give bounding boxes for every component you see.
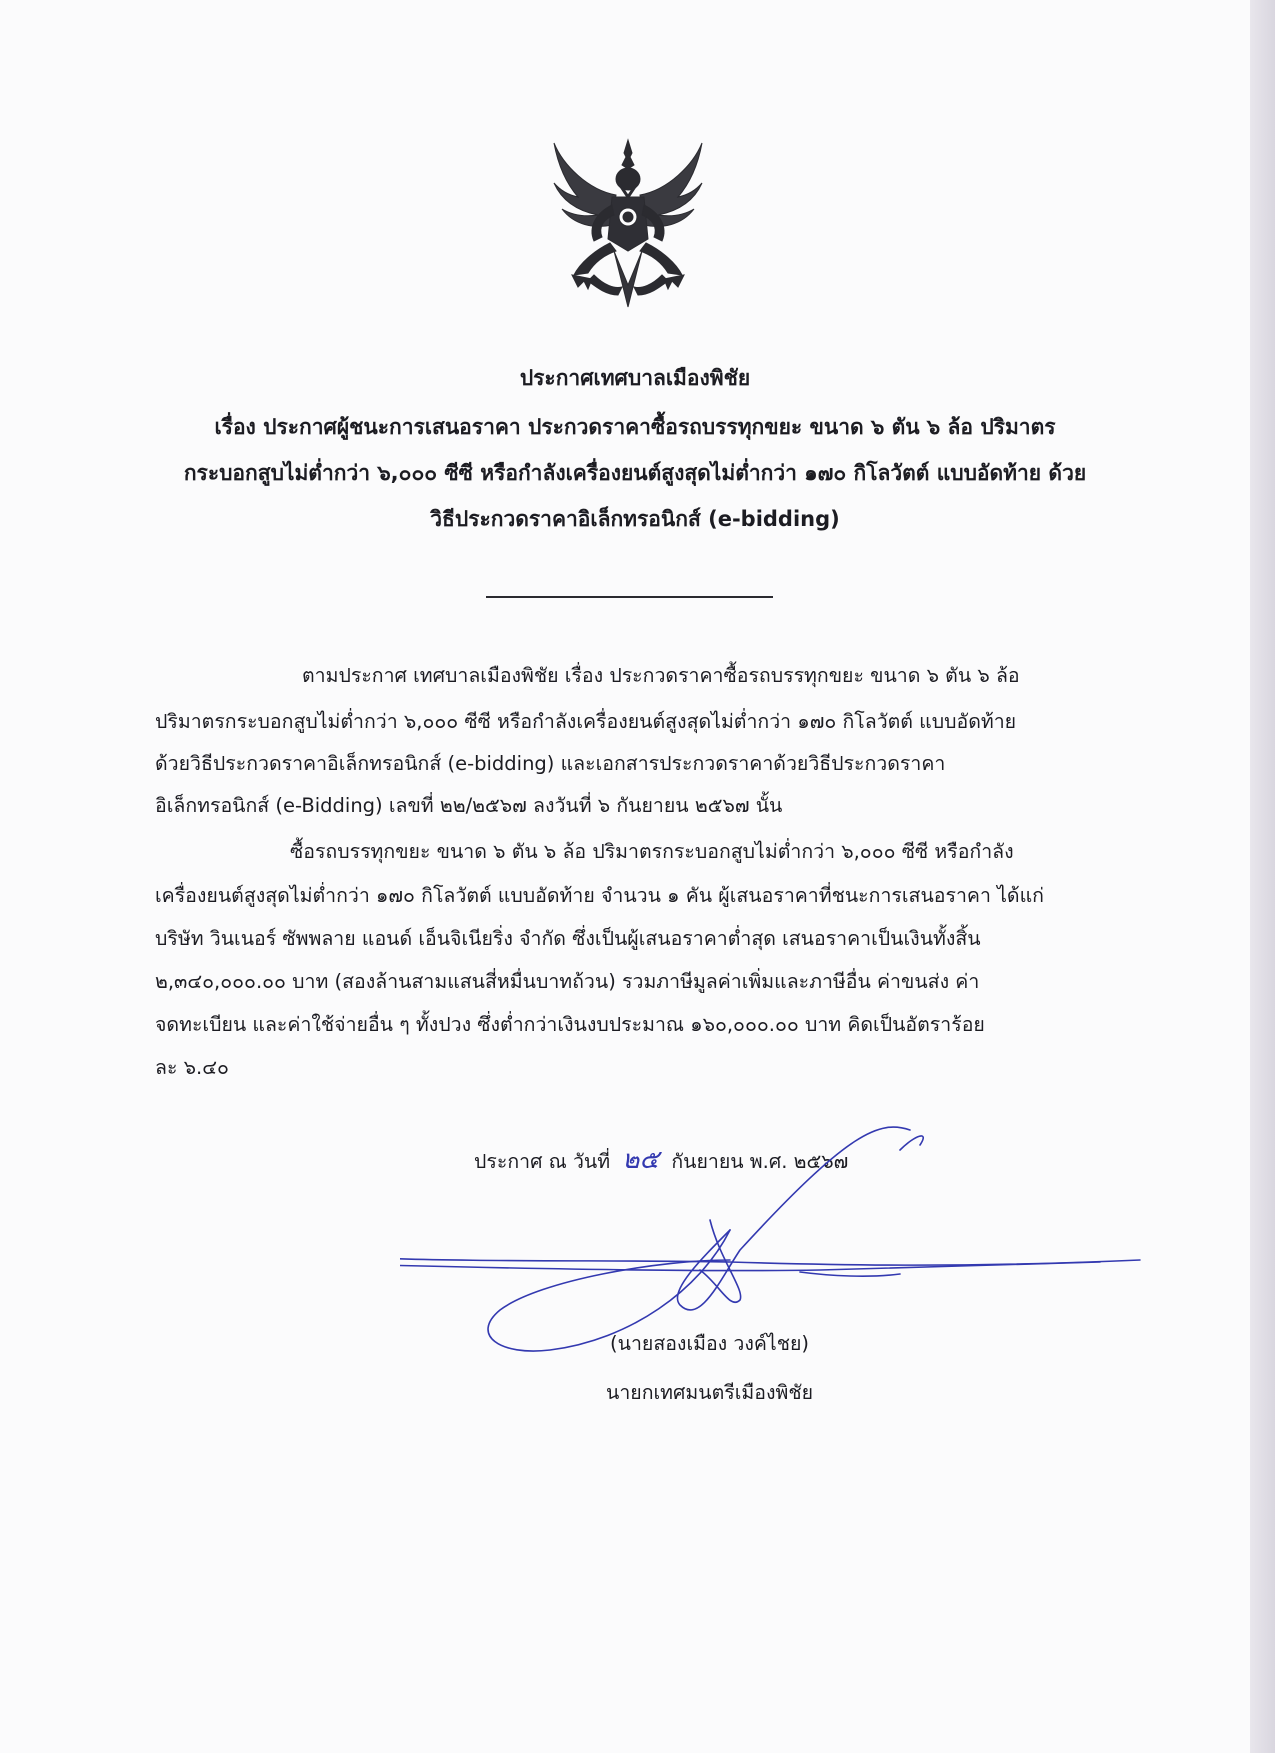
subject-line-1: เรื่อง ประกาศผู้ชนะการเสนอราคา ประกวดราคาซื้อรถบรรทุกขยะ ขนาด ๖ ตัน ๖ ล้อ ปริมาตร	[214, 415, 1056, 439]
subject-line-3: วิธีประกวดราคาอิเล็กทรอนิกส์ (e-bidding)	[430, 507, 840, 531]
body-line: ละ ๖.๔๐	[155, 1056, 229, 1079]
announce-suffix: กันยายน พ.ศ. ๒๕๖๗	[671, 1150, 849, 1173]
body-line: บริษัท วินเนอร์ ซัพพลาย แอนด์ เอ็นจิเนียริ่ง จำกัด ซึ่งเป็นผู้เสนอราคาต่ำสุด เสนอราคาเป็นเงินทั้งสิ้น	[155, 927, 981, 950]
body-line: ๒,๓๔๐,๐๐๐.๐๐ บาท (สองล้านสามแสนสี่หมื่นบาทถ้วน) รวมภาษีมูลค่าเพิ่มและภาษีอื่น ค่าขนส่ง ค่า	[155, 970, 980, 993]
signer-position: นายกเทศมนตรีเมืองพิชัย	[606, 1381, 813, 1404]
garuda-emblem-icon	[548, 135, 708, 315]
body-line: จดทะเบียน และค่าใช้จ่ายอื่น ๆ ทั้งปวง ซึ่งต่ำกว่าเงินงบประมาณ ๑๖๐,๐๐๐.๐๐ บาท คิดเป็นอัตราร้อย	[155, 1013, 985, 1036]
body-line: ตามประกาศ เทศบาลเมืองพิชัย เรื่อง ประกวดราคาซื้อรถบรรทุกขยะ ขนาด ๖ ตัน ๖ ล้อ	[302, 664, 1020, 687]
handwritten-day: ๒๕	[622, 1145, 660, 1175]
signer-name: (นายสองเมือง วงค์ไชย)	[610, 1332, 809, 1355]
announce-prefix: ประกาศ ณ วันที่	[474, 1150, 611, 1173]
body-line: เครื่องยนต์สูงสุดไม่ต่ำกว่า ๑๗๐ กิโลวัตต์ แบบอัดท้าย จำนวน ๑ คัน ผู้เสนอราคาที่ชนะการเสนอราคา ได้แก่	[155, 884, 1044, 907]
body-line: อิเล็กทรอนิกส์ (e-Bidding) เลขที่ ๒๒/๒๕๖๗ ลงวันที่ ๖ กันยายน ๒๕๖๗ นั้น	[155, 794, 783, 817]
title-divider	[486, 596, 773, 598]
announcement-title: ประกาศเทศบาลเมืองพิชัย	[519, 366, 751, 390]
body-line: ซื้อรถบรรทุกขยะ ขนาด ๖ ตัน ๖ ล้อ ปริมาตรกระบอกสูบไม่ต่ำกว่า ๖,๐๐๐ ซีซี หรือกำลัง	[290, 840, 1014, 863]
page-edge	[1250, 0, 1275, 1753]
body-line: ด้วยวิธีประกวดราคาอิเล็กทรอนิกส์ (e-bidding) และเอกสารประกวดราคาด้วยวิธีประกวดราคา	[155, 752, 946, 775]
body-line: ปริมาตรกระบอกสูบไม่ต่ำกว่า ๖,๐๐๐ ซีซี หรือกำลังเครื่องยนต์สูงสุดไม่ต่ำกว่า ๑๗๐ กิโลวัตต์ แบบอัดท้าย	[155, 710, 1017, 733]
subject-line-2: กระบอกสูบไม่ต่ำกว่า ๖,๐๐๐ ซีซี หรือกำลังเครื่องยนต์สูงสุดไม่ต่ำกว่า ๑๗๐ กิโลวัตต์ แบบอัดท้าย ด้วย	[183, 461, 1087, 485]
